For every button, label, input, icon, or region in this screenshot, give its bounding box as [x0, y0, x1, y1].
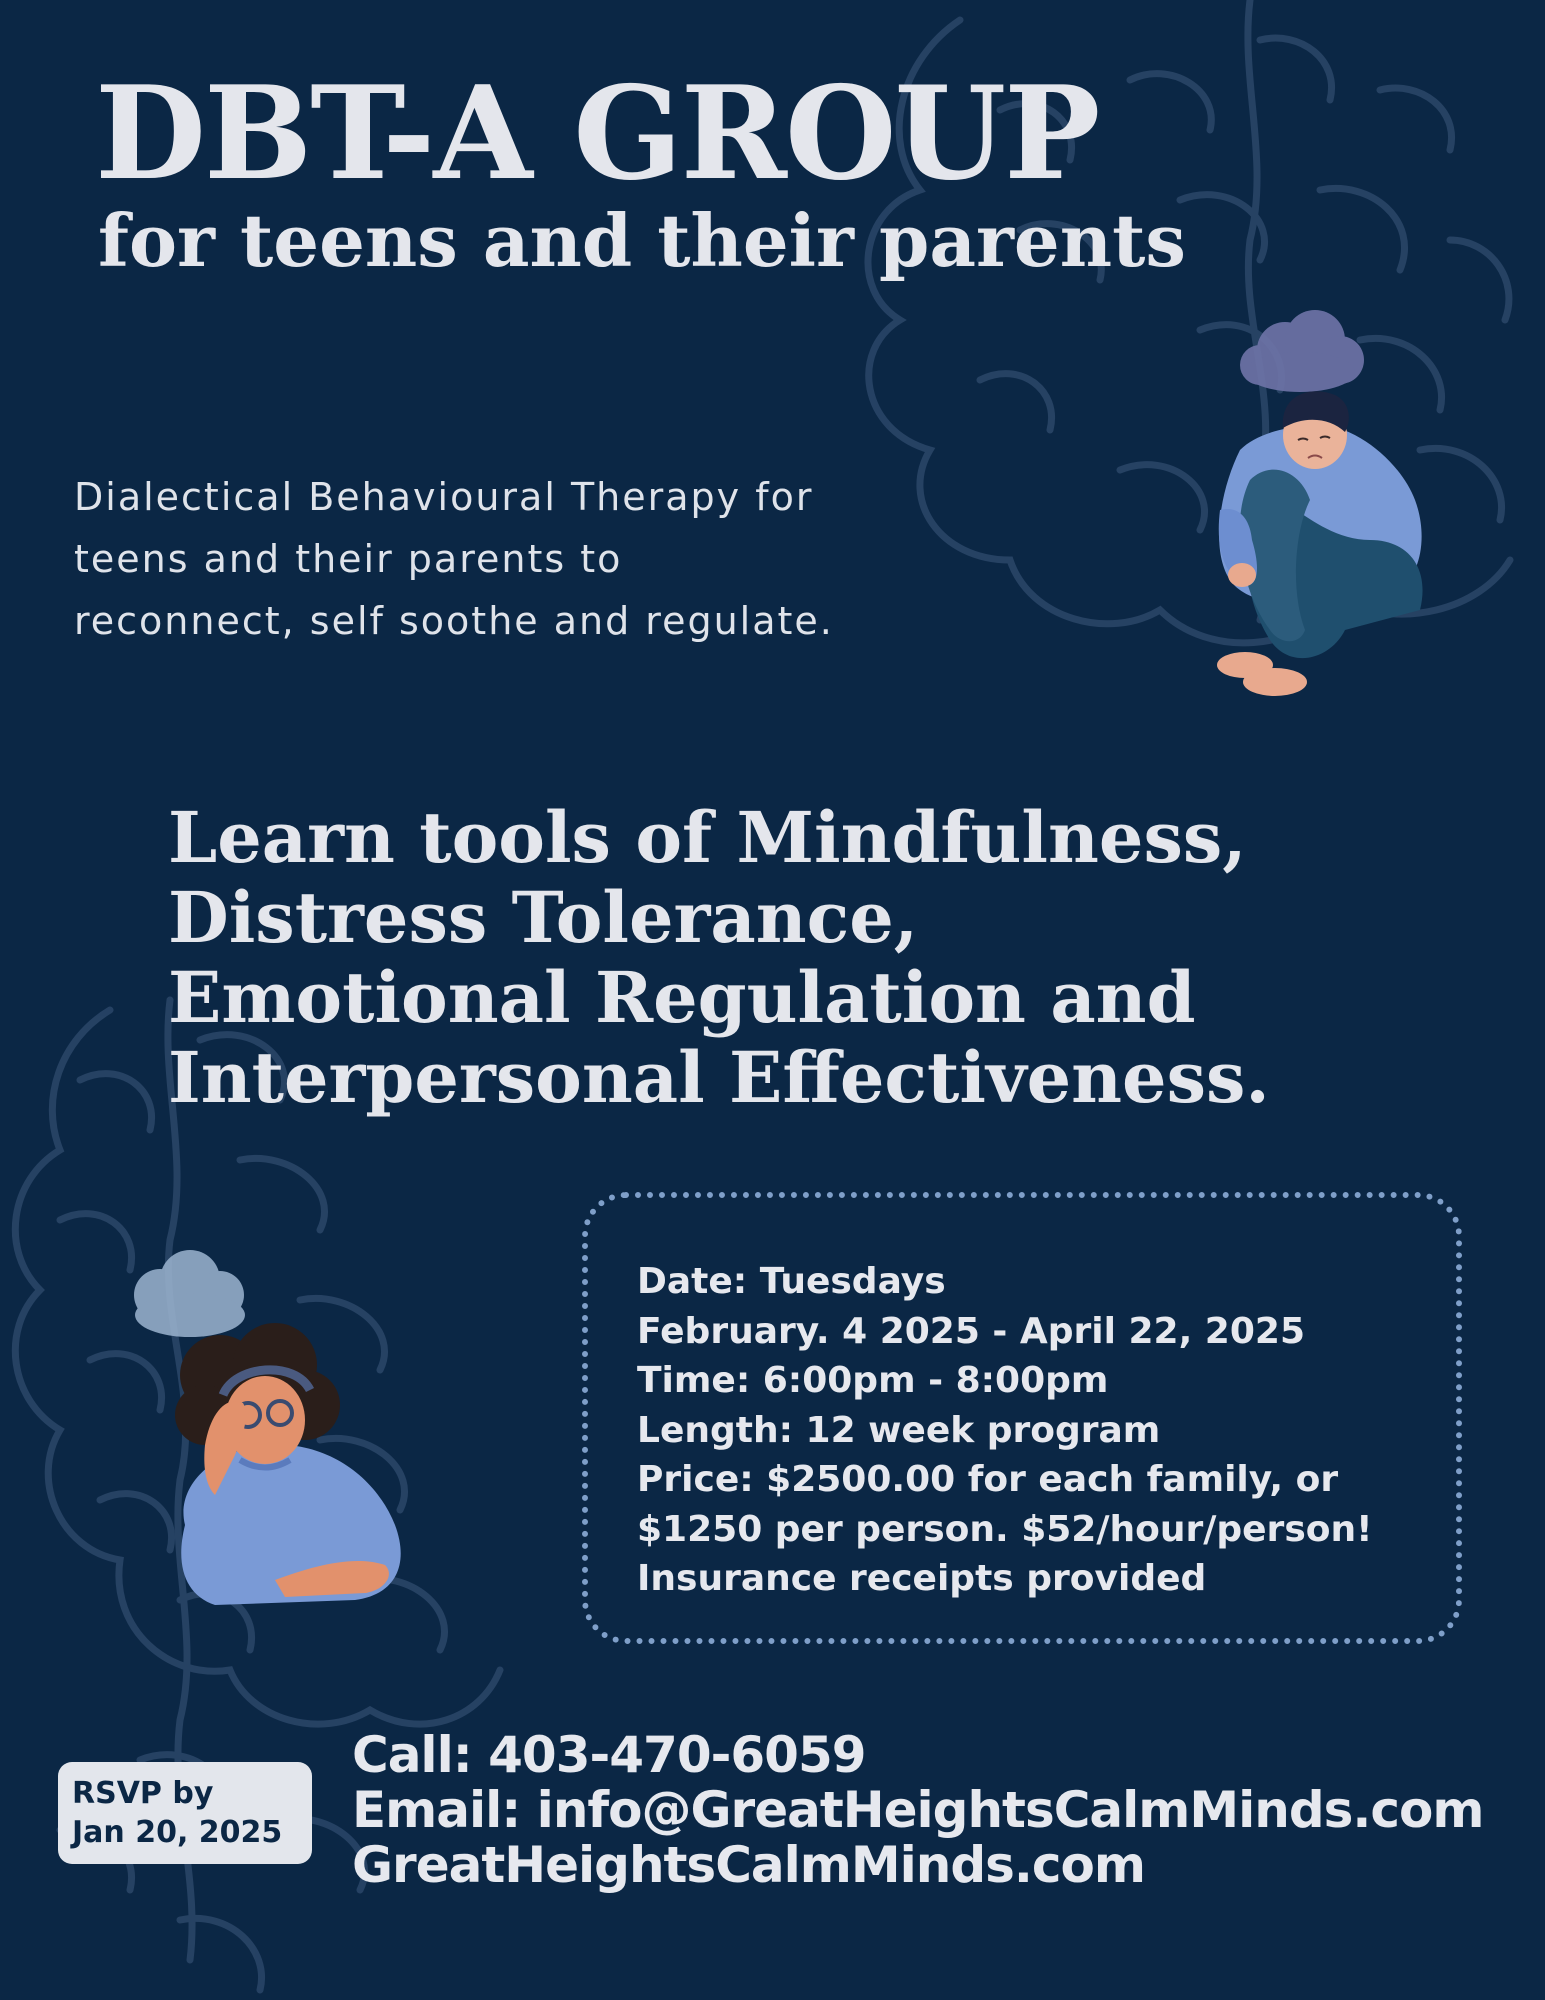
contact-phone[interactable]: Call: 403-470-6059 [352, 1726, 866, 1784]
learn-line-3: Emotional Regulation and [168, 956, 1196, 1039]
learn-line-4: Interpersonal Effectiveness. [168, 1036, 1270, 1119]
contact-email[interactable]: Email: info@GreatHeightsCalmMinds.com [352, 1781, 1484, 1839]
learn-tools-heading [168, 798, 1270, 1118]
learn-line-2: Distress Tolerance, [168, 876, 919, 959]
contact-website[interactable]: GreatHeightsCalmMinds.com [352, 1836, 1145, 1894]
details-price: Price: $2500.00 for each family, or [637, 1459, 1339, 1500]
stressed-woman-illustration [115, 1235, 435, 1610]
details-length: Length: 12 week program [637, 1409, 1161, 1451]
description-line-3: reconnect, self soothe and regulate. [74, 599, 834, 643]
program-description [74, 466, 954, 652]
rsvp-badge [58, 1762, 312, 1864]
sad-person-hugging-knees-illustration [1180, 310, 1440, 720]
page-title: DBT-A GROUP [95, 59, 1099, 209]
program-details [637, 1257, 1373, 1604]
rsvp-line-1: RSVP by [72, 1776, 214, 1811]
details-insurance: Insurance receipts provided [637, 1558, 1207, 1599]
details-price-per-person: $1250 per person. $52/hour/person! [637, 1508, 1373, 1550]
learn-line-1: Learn tools of Mindfulness, [168, 796, 1247, 879]
rsvp-line-2: Jan 20, 2025 [72, 1815, 283, 1850]
details-date-range: February. 4 2025 - April 22, 2025 [637, 1310, 1306, 1352]
description-line-2: teens and their parents to [74, 537, 623, 581]
details-time: Time: 6:00pm - 8:00pm [637, 1360, 1109, 1401]
description-line-1: Dialectical Behavioural Therapy for [74, 475, 814, 519]
page-subtitle: for teens and their parents [98, 198, 1186, 283]
details-date: Date: Tuesdays [637, 1261, 946, 1302]
contact-info [352, 1728, 1484, 1893]
